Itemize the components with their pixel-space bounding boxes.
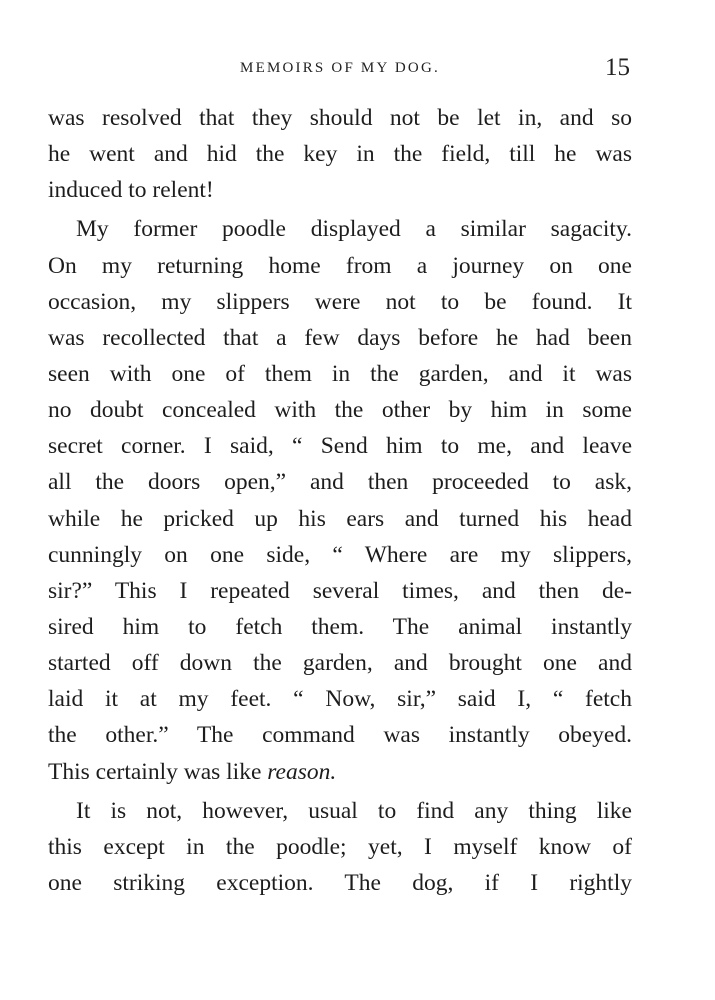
text-line: all the doors open,” and then proceeded to ask, [48, 469, 632, 496]
running-head [48, 56, 632, 86]
text-line: On my returning home from a journey on one [48, 252, 632, 279]
text-line: was resolved that they should not be let in, and so [48, 105, 632, 131]
text-line: laid it at my feet. “ Now, sir,” said I, “ fetch [48, 686, 632, 713]
emphasis-text: reason. [267, 758, 337, 785]
text-line: cunningly on one side, “ Where are my slippers, [48, 541, 632, 568]
paragraph-3 [48, 793, 632, 901]
text-line: he went and hid the key in the field, till he was [48, 141, 632, 168]
text-line: It is not, however, usual to find any thing like [76, 797, 632, 824]
text-line: started off down the garden, and brought one and [48, 650, 632, 677]
text-line: My former poodle displayed a similar sagacity. [76, 216, 632, 243]
text-line: sired him to fetch them. The animal instantly [48, 613, 632, 640]
text-line: the other.” The command was instantly obeyed. [48, 722, 632, 749]
text-line: sir?” This I repeated several times, and then de- [48, 577, 632, 604]
running-title: MEMOIRS OF MY DOG. [240, 60, 440, 76]
body-text [48, 100, 632, 901]
text-line [48, 754, 632, 790]
line-text: This certainly was like [48, 758, 268, 785]
text-line: occasion, my slippers were not to be found. It [48, 288, 632, 315]
text-line: while he pricked up his ears and turned his head [48, 505, 632, 532]
text-line: this except in the poodle; yet, I myself know of [48, 833, 632, 860]
text-line: no doubt concealed with the other by him in some [48, 397, 632, 424]
page-number: 15 [605, 54, 630, 81]
text-line: was recollected that a few days before he had been [48, 324, 632, 351]
text-line: one striking exception. The dog, if I rightly [48, 869, 632, 896]
paragraph-1 [48, 100, 632, 208]
text-line: seen with one of them in the garden, and it was [48, 360, 632, 387]
text-line: secret corner. I said, “ Send him to me, and leave [48, 433, 632, 460]
paragraph-2 [48, 211, 632, 789]
text-line: induced to relent! [48, 177, 214, 204]
